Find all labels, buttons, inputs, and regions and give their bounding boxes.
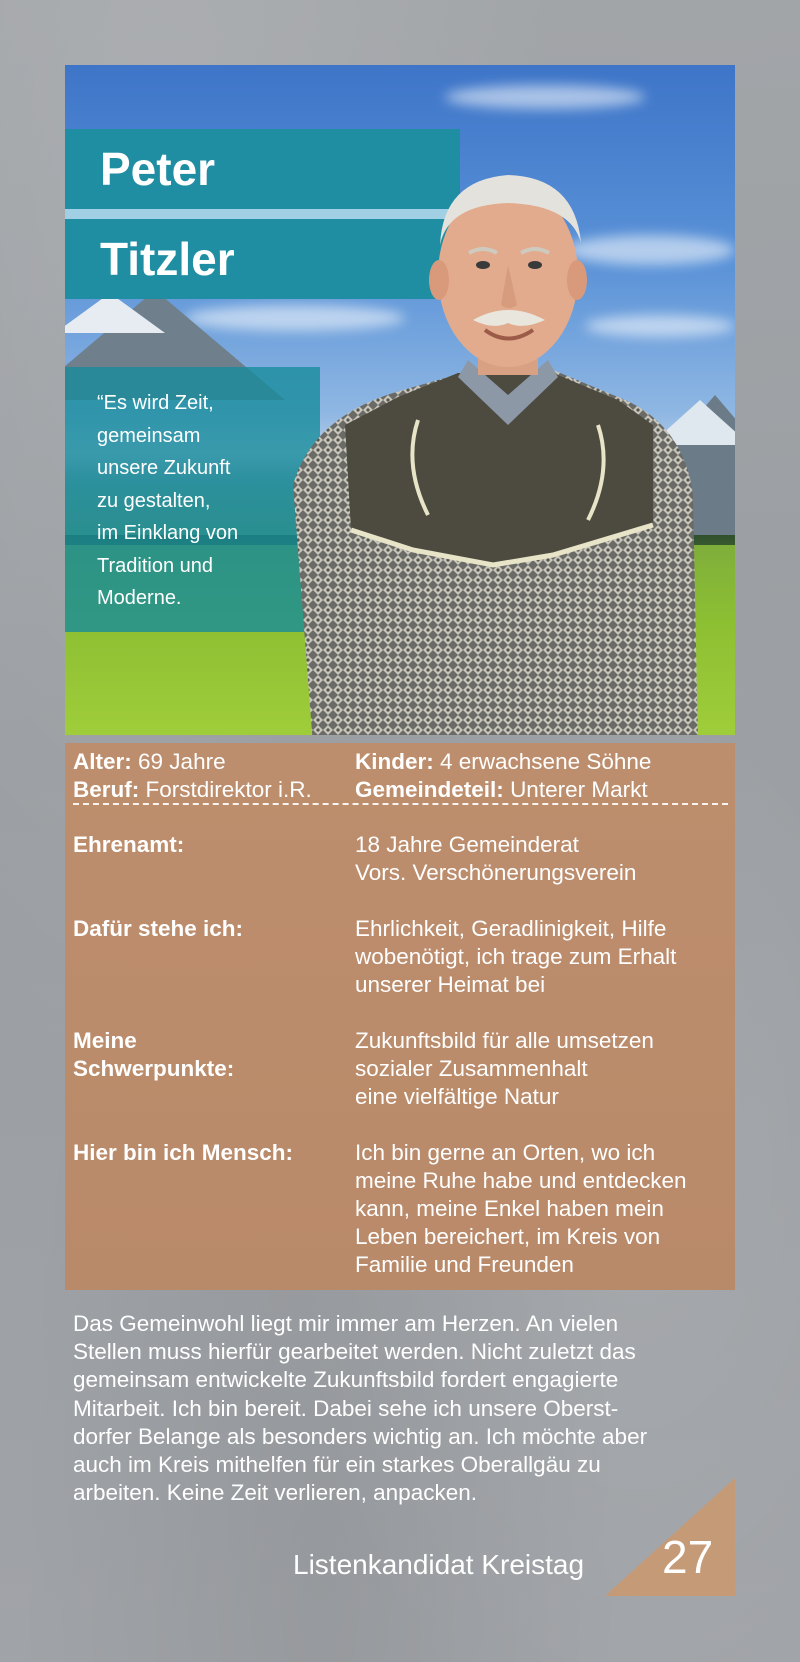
district-row — [355, 776, 648, 804]
candidate-portrait — [253, 125, 713, 735]
candidate-first-name: Peter — [65, 129, 460, 209]
volunteer-label: Ehrenamt: — [73, 832, 185, 857]
snow-cap-shape — [65, 293, 165, 333]
job-value: Forstdirektor i.R. — [145, 777, 312, 802]
personal-label: Hier bin ich Mensch: — [73, 1140, 294, 1165]
children-label: Kinder: — [355, 749, 434, 774]
candidate-photo-card — [65, 65, 735, 735]
values-label: Dafür stehe ich: — [73, 916, 244, 941]
age-row — [73, 748, 226, 776]
district-value: Unterer Markt — [510, 777, 648, 802]
dashed-divider — [73, 803, 728, 805]
job-label: Beruf: — [73, 777, 140, 802]
candidate-quote: “Es wird Zeit, gemeinsam unsere Zukunft zu gestalten, im Einklang von Tradition und Moderne. — [65, 367, 320, 632]
candidate-info-box — [65, 743, 735, 1290]
candidate-last-name: Titzler — [65, 219, 460, 299]
job-row — [73, 776, 312, 804]
personal-value: Ich bin gerne an Orten, wo ich meine Ruhe habe und entdecken kann, meine Enkel haben mein Leben bereichert, im Kreis von Familie und Freunden — [355, 1140, 687, 1277]
values-value: Ehrlichkeit, Geradlinigkeit, Hilfe wobenötigt, ich trage zum Erhalt unserer Heimat bei — [355, 916, 677, 997]
age-label: Alter: — [73, 749, 132, 774]
district-label: Gemeindeteil: — [355, 777, 504, 802]
cloud-shape — [445, 85, 645, 109]
candidate-statement: Das Gemeinwohl liegt mir immer am Herzen. An vielen Stellen muss hierfür gearbeitet werden. Nicht zuletzt das gemeinsam entwickelte Zukunftsbild fordert engagierte Mitarbeit. Ich bin bereit. Dabei sehe ich unsere Oberst- dorfer Belange als besonders wichtig an. Ich möchte aber auch im Kreis mithelfen für ein starkes Oberallgäu zu arbeiten. Keine Zeit verlieren, anpacken. — [73, 1311, 648, 1506]
volunteer-value: 18 Jahre Gemeinderat Vors. Verschönerungsverein — [355, 832, 637, 885]
children-value: 4 erwachsene Söhne — [440, 749, 652, 774]
focus-value: Zukunftsbild für alle umsetzen sozialer Zusammenhalt eine vielfältige Natur — [355, 1028, 654, 1109]
focus-label: Meine Schwerpunkte: — [73, 1028, 235, 1081]
children-row — [355, 748, 651, 776]
page-number: 27 — [662, 1531, 714, 1583]
footer-label: Listenkandidat Kreistag — [293, 1549, 585, 1580]
age-value: 69 Jahre — [138, 749, 226, 774]
